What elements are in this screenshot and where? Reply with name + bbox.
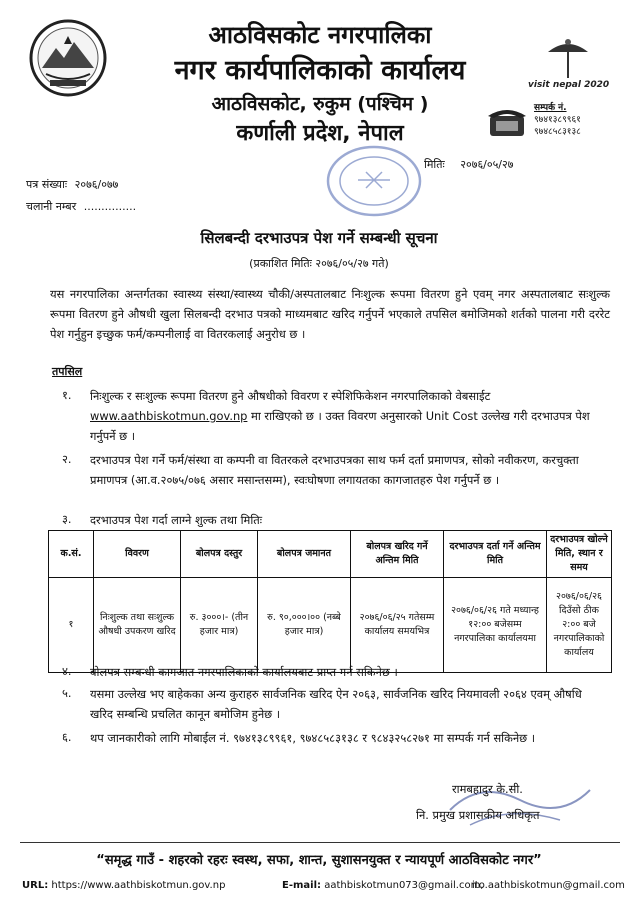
item-6-number: ६. (62, 730, 72, 744)
table-cell: २०७६/०६/२५ गतेसम्म कार्यालय समयभित्र (351, 578, 444, 673)
item-1-text-a: निःशुल्क र सःशुल्क रूपमा वितरण हुने औषधीको विवरण र स्पेशिफिकेशन नगरपालिकाको वेबसाईट (90, 389, 491, 403)
email-label: E-mail: (282, 880, 322, 891)
chalani-value: ............... (83, 200, 137, 213)
province-line: कर्णाली प्रदेश, नेपाल (236, 121, 404, 146)
table-cell: १ (49, 578, 94, 673)
table-header-cell: क.सं. (49, 531, 94, 578)
date-line (424, 157, 513, 172)
chalani-number (26, 199, 136, 214)
item-2-number: २. (62, 452, 72, 466)
table-header-cell: बोलपत्र दस्तुर (181, 531, 258, 578)
item-1-text-b: मा राखिएको छ । उक्त विवरण अनुसारको Unit Cost उल्लेख गरी दरभाउपत्र पेश गर्नुपर्ने छ । (90, 409, 590, 443)
table-header-row (49, 531, 612, 578)
table-header-cell: दरभाउपत्र दर्ता गर्ने अन्तिम मिति (444, 531, 547, 578)
footer-slogan: “समृद्ध गाउँ - शहरको रहरः स्वस्थ, सफा, शान्त, सुशासनयुक्त र न्यायपूर्ण आठविसकोट नगर” (96, 853, 542, 868)
signature-stamp-icon (440, 770, 600, 836)
table-cell: २०७६/०६/२६ दिउँसो ठीक २:०० बजे नगरपालिकाको कार्यालय (547, 578, 612, 673)
footer-divider (20, 842, 620, 843)
signatory-designation: नि. प्रमुख प्रशासकीय अधिकृत (416, 808, 540, 822)
date-value: २०७६/०५/२७ (460, 158, 514, 171)
contact-phone-2: ९७४८५८३१३८ (534, 127, 581, 137)
nepal-emblem-icon (28, 18, 108, 98)
tapasil-heading: तपसिल (52, 365, 83, 378)
table-header-cell: बोलपत्र जमानत (258, 531, 351, 578)
table-row (49, 578, 612, 673)
patra-sankhya (26, 177, 118, 192)
url-value[interactable]: https://www.aathbiskotmun.gov.np (51, 880, 226, 891)
table-header-cell: विवरण (94, 531, 181, 578)
contact-block (534, 102, 614, 138)
patra-label: पत्र संख्याः (26, 178, 68, 191)
table-cell: रु. ९०,०००।०० (नब्बे हजार मात्र) (258, 578, 351, 673)
item-4-number: ४. (62, 664, 72, 678)
footer-email (282, 880, 484, 891)
email-1[interactable]: aathbiskotmun073@gmail.com, (324, 880, 484, 891)
item-3: दरभाउपत्र पेश गर्दा लाग्ने शुल्क तथा मितिः (90, 513, 263, 527)
item-3-number: ३. (62, 512, 72, 526)
table-cell: २०७६/०६/२६ गते मध्यान्ह १२:०० बजेसम्म नगरपालिका कार्यालयमा (444, 578, 547, 673)
municipality-name: आठविसकोट नगरपालिका (208, 21, 432, 49)
notice-title: सिलबन्दी दरभाउपत्र पेश गर्ने सम्बन्धी सूचना (200, 229, 438, 247)
notice-subtitle: (प्रकाशित मितिः २०७६/०५/२७ गते) (249, 257, 389, 270)
item-5-number: ५. (62, 686, 72, 700)
table-header-cell: बोलपत्र खरिद गर्ने अन्तिम मिति (351, 531, 444, 578)
table-cell: रु. ३०००।- (तीन हजार मात्र) (181, 578, 258, 673)
item-1-number: १. (62, 388, 72, 402)
date-label: मितिः (424, 158, 445, 171)
item-2: दरभाउपत्र पेश गर्ने फर्म/संस्था वा कम्पनी वा वितरकले दरभाउपत्रका साथ फर्म दर्ता प्रमाणपत्र, सोको नवीकरण, करचुक्ता प्रमाणपत्र (आ.व.२०७५/०७६ असार मसान्तसम्म), स्वःघोषणा लगायतका कागजातहरु पेश गर्नुपर्ने छ । (90, 453, 579, 487)
chalani-label: चलानी नम्बर (26, 200, 77, 213)
signatory-name: रामबहादुर के.सी. (452, 782, 523, 796)
table-cell: निःशुल्क तथा सःशुल्क औषधी उपकरण खरिद (94, 578, 181, 673)
address-line: आठविसकोट, रुकुम (पश्चिम ) (211, 93, 429, 115)
item-4: बोलपत्र सम्बन्धी कागजात नगरपालिकाको कार्यालयबाट प्राप्त गर्न सकिनेछ । (90, 665, 398, 679)
url-label: URL: (22, 880, 49, 891)
website-link[interactable]: www.aathbiskotmun.gov.np (90, 409, 248, 423)
telephone-icon (486, 104, 528, 140)
item-6: थप जानकारीको लागि मोबाईल नं. ९७४१३८९९६१, ९७४८५८३१३८ र ९८४३२५८२७१ मा सम्पर्क गर्न सकिनेछ । (90, 731, 536, 745)
office-stamp-icon (322, 140, 426, 222)
table-header-cell: दरभाउपत्र खोल्ने मिति, स्थान र समय (547, 531, 612, 578)
footer-url (22, 880, 225, 891)
visit-nepal-text: visit nepal 2020 (528, 80, 610, 90)
contact-title: सम्पर्क नं. (534, 103, 567, 113)
item-5: यसमा उल्लेख भए बाहेकका अन्य कुराहरु सार्वजनिक खरिद ऐन २०६३, सार्वजनिक खरिद नियमावली २०६४ एवम् औषधि खरिद सम्बन्धि प्रचलित कानून बमोजिम हुनेछ । (90, 687, 582, 721)
intro-paragraph: यस नगरपालिका अन्तर्गतका स्वास्थ्य संस्था/स्वास्थ्य चौकी/अस्पतालबाट निःशुल्क रूपमा वितरण हुने एवम् नगर अस्पतालबाट सःशुल्क रूपमा वितरण हुने औषधी खुला सिलबन्दी दरभाउ पत्रको माध्यमबाट खरिद गर्नुपर्ने भएकाले तपसिल बमोजिमको शर्तको पालना गरी दररेट पेश गर्नुहुन इच्छुक फर्म/कम्पनीलाई वा वितरकलाई अनुरोध छ । (50, 287, 610, 341)
office-name: नगर कार्यपालिकाको कार्यालय (174, 55, 466, 86)
contact-phone-1: ९७४१३८९९६१ (534, 115, 581, 125)
fee-date-table (48, 530, 612, 673)
item-1 (90, 386, 612, 446)
patra-value: २०७६/०७७ (74, 178, 119, 191)
footer-email-2[interactable]: ito.aathbiskotmun@gmail.com (472, 880, 625, 891)
